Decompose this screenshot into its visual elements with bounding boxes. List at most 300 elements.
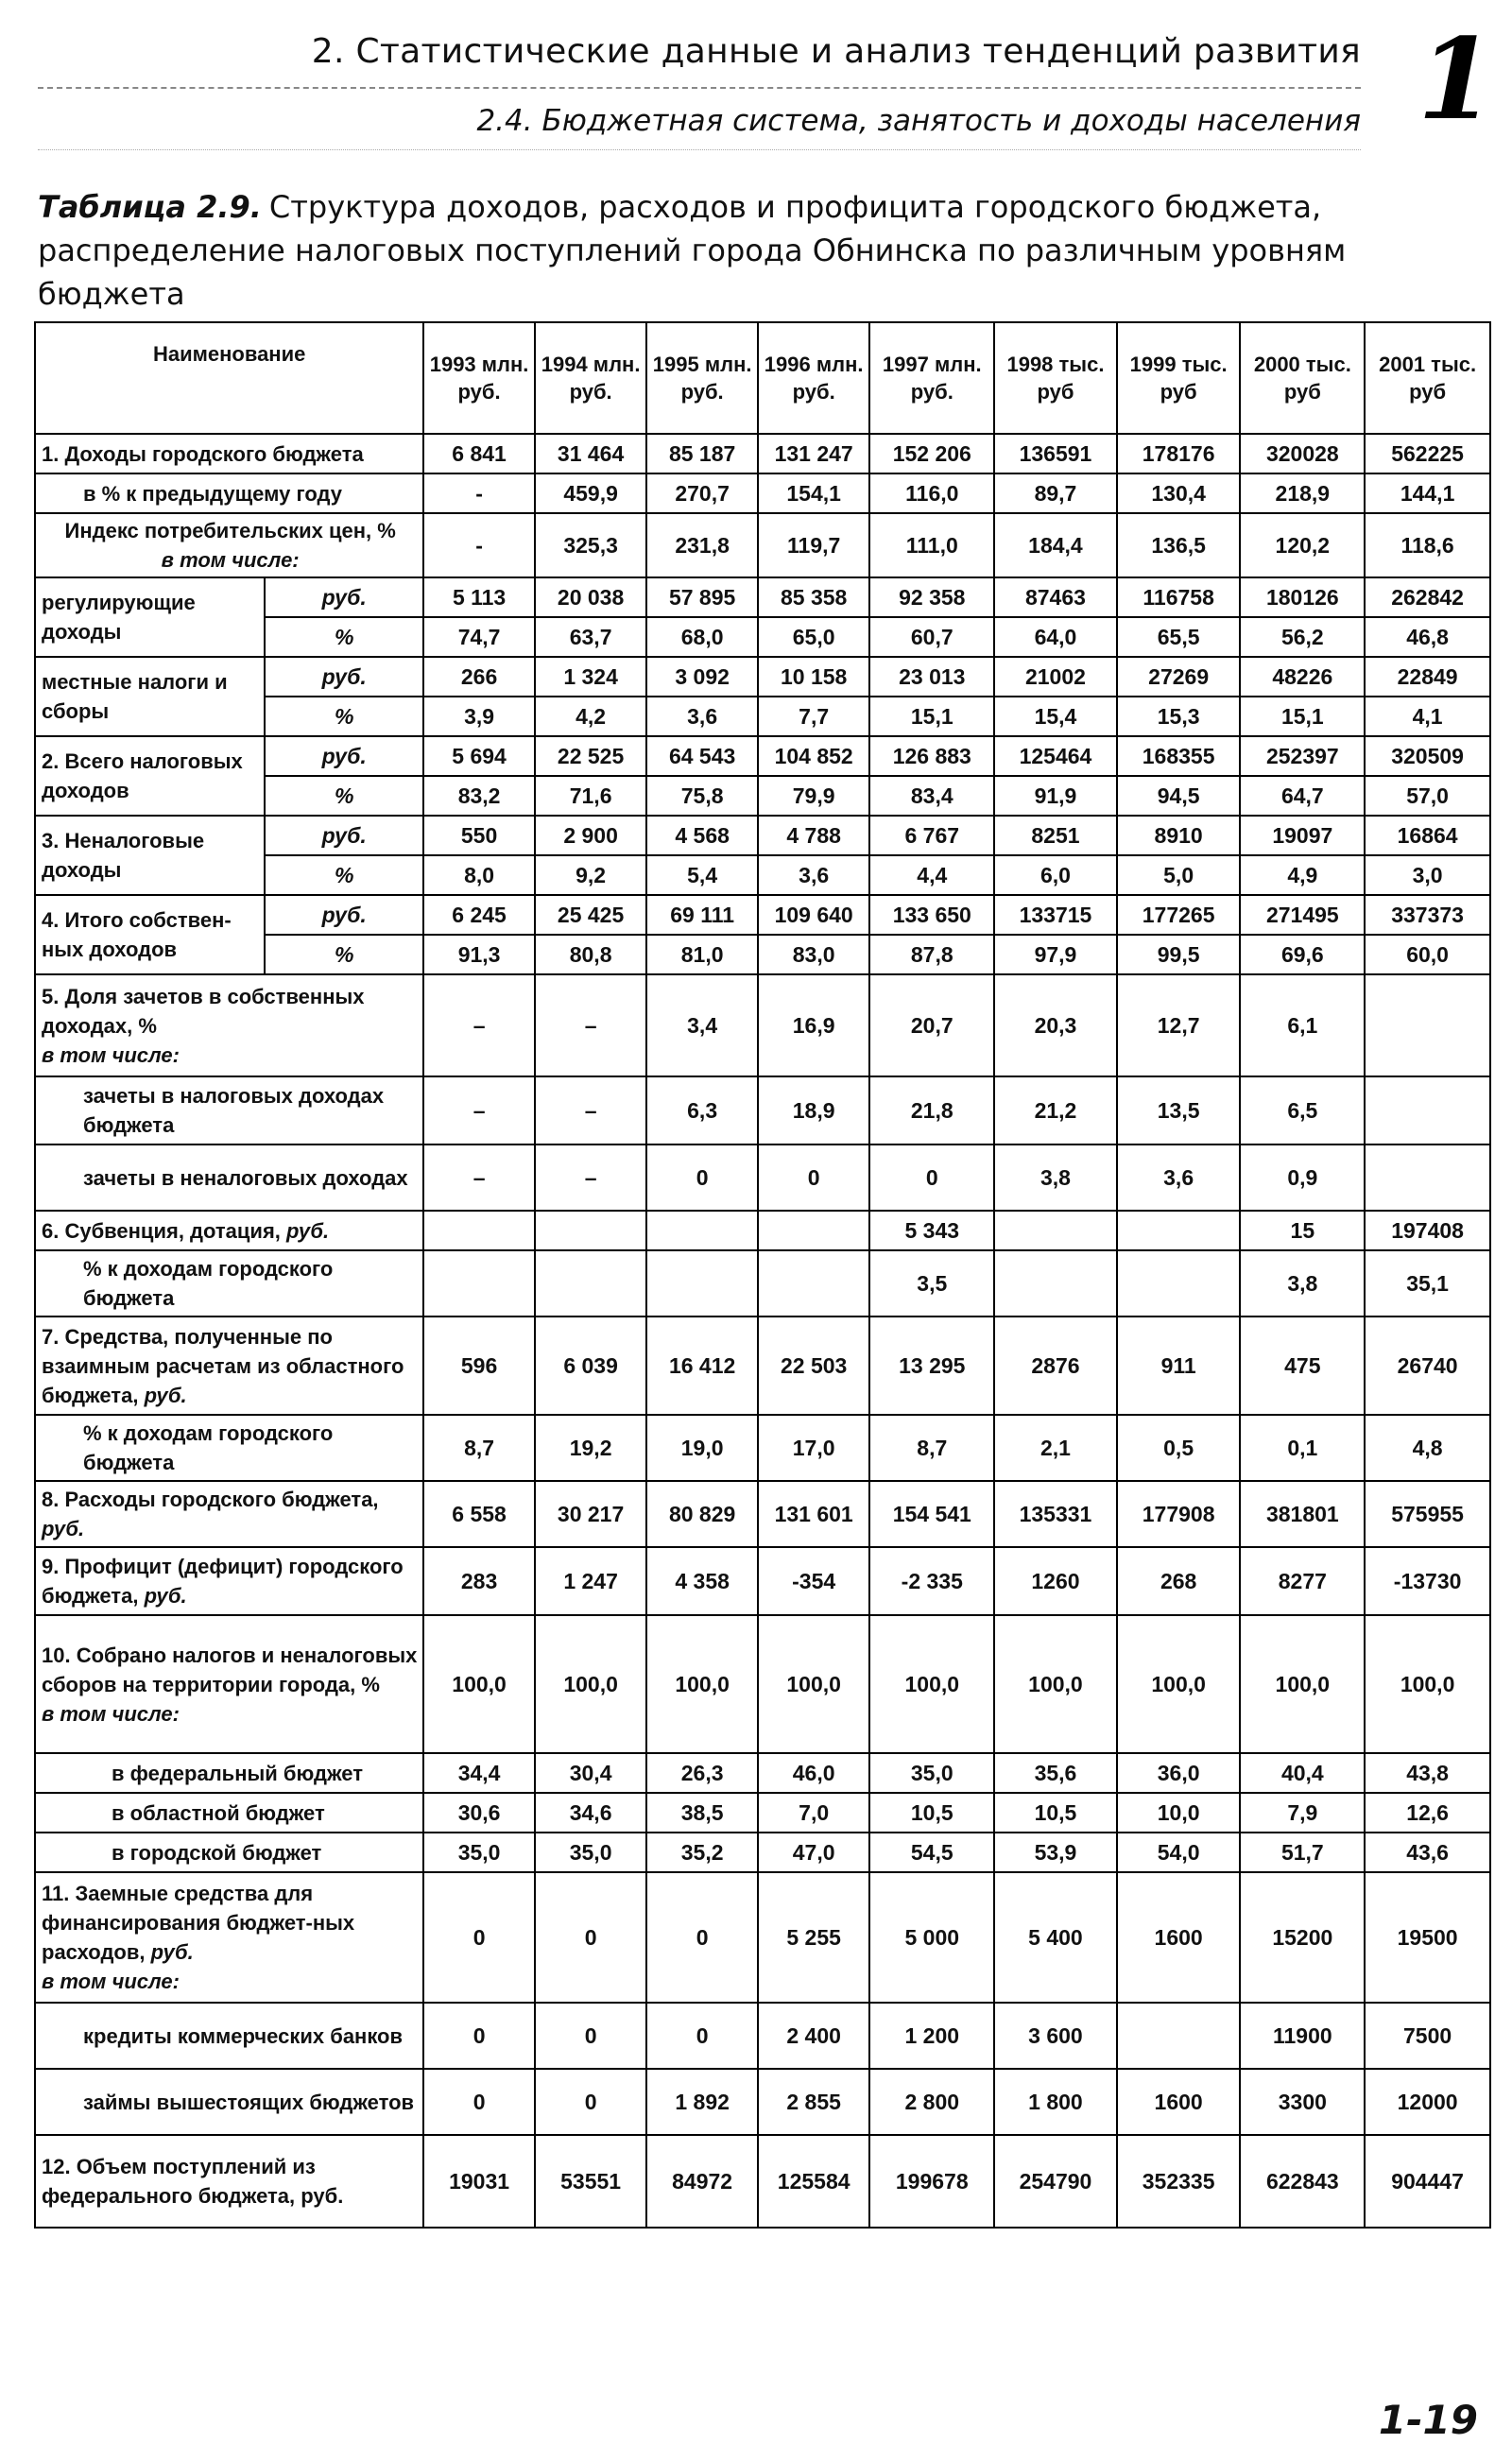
table-cell xyxy=(646,1211,758,1250)
table-row xyxy=(35,974,1490,1076)
table-cell: 3,8 xyxy=(1240,1250,1365,1317)
table-cell: 100,0 xyxy=(1240,1615,1365,1753)
table-cell: 0 xyxy=(646,2003,758,2069)
table-cell: 35,6 xyxy=(994,1753,1117,1793)
table-cell: 36,0 xyxy=(1117,1753,1241,1793)
unit-cell: руб. xyxy=(265,577,423,617)
row-label xyxy=(35,736,265,816)
table-cell: 5 343 xyxy=(869,1211,994,1250)
table-row xyxy=(35,1211,1490,1250)
table-cell: 69,6 xyxy=(1240,935,1365,974)
table-cell: 91,3 xyxy=(423,935,535,974)
table-cell: 3,4 xyxy=(646,974,758,1076)
table-cell xyxy=(1117,1250,1241,1317)
table-cell: 1 324 xyxy=(535,657,647,697)
table-cell: 21002 xyxy=(994,657,1117,697)
table-cell: 7,0 xyxy=(758,1793,870,1833)
year-header: 2000 тыс. руб xyxy=(1240,322,1365,434)
table-cell: 17,0 xyxy=(758,1415,870,1481)
table-cell: 270,7 xyxy=(646,473,758,513)
table-cell: 111,0 xyxy=(869,513,994,577)
table-cell: 18,9 xyxy=(758,1076,870,1144)
year-header: 2001 тыс. руб xyxy=(1365,322,1490,434)
table-cell: 0,5 xyxy=(1117,1415,1241,1481)
table-cell: 31 464 xyxy=(535,434,647,473)
table-row xyxy=(35,1250,1490,1317)
table-cell: 3,9 xyxy=(423,697,535,736)
row-label-text: 6. Субвенция, дотация, xyxy=(42,1218,281,1243)
table-cell: 6,5 xyxy=(1240,1076,1365,1144)
header-divider-lower xyxy=(38,149,1361,150)
unit-cell: % xyxy=(265,935,423,974)
row-label-text: в федеральный бюджет xyxy=(112,1761,363,1785)
table-cell: 26740 xyxy=(1365,1317,1490,1415)
caption-label: Таблица 2.9. xyxy=(38,189,262,225)
unit-inline: руб. xyxy=(42,1517,85,1540)
table-cell: 15,3 xyxy=(1117,697,1241,736)
table-cell: 15,1 xyxy=(1240,697,1365,736)
table-cell: 91,9 xyxy=(994,776,1117,816)
table-cell: 5 694 xyxy=(423,736,535,776)
row-note: в том числе: xyxy=(161,548,300,572)
table-cell: 23 013 xyxy=(869,657,994,697)
table-cell: -354 xyxy=(758,1547,870,1615)
table-cell: 47,0 xyxy=(758,1833,870,1872)
table-cell: 43,6 xyxy=(1365,1833,1490,1872)
table-cell: 119,7 xyxy=(758,513,870,577)
table-cell: 35,2 xyxy=(646,1833,758,1872)
table-cell: 0 xyxy=(423,1872,535,2003)
table-cell: -2 335 xyxy=(869,1547,994,1615)
table-cell: 4 568 xyxy=(646,816,758,855)
row-label-text: Индекс потребительских цен, % xyxy=(64,519,396,542)
row-label xyxy=(35,2069,423,2135)
table-cell: 54,5 xyxy=(869,1833,994,1872)
row-label-text: 4. Итого собствен-ных доходов xyxy=(42,908,232,961)
table-cell: 16 412 xyxy=(646,1317,758,1415)
row-label xyxy=(35,1547,423,1615)
table-cell: 79,9 xyxy=(758,776,870,816)
table-cell: 56,2 xyxy=(1240,617,1365,657)
table-cell: – xyxy=(535,974,647,1076)
table-cell: 268 xyxy=(1117,1547,1241,1615)
table-cell: 48226 xyxy=(1240,657,1365,697)
table-cell: 84972 xyxy=(646,2135,758,2228)
table-cell: 0 xyxy=(535,1872,647,2003)
table-cell: 136591 xyxy=(994,434,1117,473)
table-cell: 63,7 xyxy=(535,617,647,657)
table-cell: 3,8 xyxy=(994,1144,1117,1211)
table-cell: 5 255 xyxy=(758,1872,870,2003)
row-label xyxy=(35,974,423,1076)
table-row xyxy=(35,473,1490,513)
table-cell: 100,0 xyxy=(1365,1615,1490,1753)
year-header: 1996 млн. руб. xyxy=(758,322,870,434)
table-cell: 131 601 xyxy=(758,1481,870,1547)
table-cell: 320509 xyxy=(1365,736,1490,776)
table-cell xyxy=(994,1250,1117,1317)
row-label xyxy=(35,1615,423,1753)
table-cell: 5 000 xyxy=(869,1872,994,2003)
row-label-text: 7. Средства, полученные по взаимным расчетам из областного бюджета, xyxy=(42,1324,404,1407)
year-header: 1994 млн. руб. xyxy=(535,322,647,434)
table-cell: 83,2 xyxy=(423,776,535,816)
table-cell: 180126 xyxy=(1240,577,1365,617)
table-cell: 152 206 xyxy=(869,434,994,473)
table-cell: 6 558 xyxy=(423,1481,535,1547)
table-row xyxy=(35,1833,1490,1872)
table-cell: 8,7 xyxy=(423,1415,535,1481)
table-cell: 1600 xyxy=(1117,1872,1241,2003)
table-cell: 254790 xyxy=(994,2135,1117,2228)
table-cell: 15,1 xyxy=(869,697,994,736)
table-cell: 178176 xyxy=(1117,434,1241,473)
row-label xyxy=(35,1317,423,1415)
row-label xyxy=(35,657,265,736)
row-label xyxy=(35,895,265,974)
unit-cell: руб. xyxy=(265,816,423,855)
table-cell: 92 358 xyxy=(869,577,994,617)
table-cell: 74,7 xyxy=(423,617,535,657)
table-cell: - xyxy=(423,473,535,513)
table-cell: 65,0 xyxy=(758,617,870,657)
table-cell: 231,8 xyxy=(646,513,758,577)
table-cell: 2876 xyxy=(994,1317,1117,1415)
table-cell: 19,2 xyxy=(535,1415,647,1481)
table-cell xyxy=(423,1250,535,1317)
table-cell: 218,9 xyxy=(1240,473,1365,513)
table-cell: 60,0 xyxy=(1365,935,1490,974)
table-cell: 30,6 xyxy=(423,1793,535,1833)
table-cell: 85 358 xyxy=(758,577,870,617)
row-label-text: % к доходам городского бюджета xyxy=(83,1421,334,1474)
table-cell: 53551 xyxy=(535,2135,647,2228)
table-cell: 71,6 xyxy=(535,776,647,816)
row-label-text: местные налоги и сборы xyxy=(42,670,228,723)
table-cell: 3 600 xyxy=(994,2003,1117,2069)
table-cell: 459,9 xyxy=(535,473,647,513)
row-label-text: займы вышестоящих бюджетов xyxy=(83,2090,415,2114)
table-cell: 125584 xyxy=(758,2135,870,2228)
table-cell: 381801 xyxy=(1240,1481,1365,1547)
table-cell: – xyxy=(423,1076,535,1144)
row-label-text: 9. Профицит (дефицит) городского бюджета, xyxy=(42,1555,404,1608)
table-cell: 99,5 xyxy=(1117,935,1241,974)
year-header: 1998 тыс. руб xyxy=(994,322,1117,434)
table-cell: 0 xyxy=(646,1144,758,1211)
table-cell: 69 111 xyxy=(646,895,758,935)
year-header: 1993 млн. руб. xyxy=(423,322,535,434)
unit-cell: % xyxy=(265,776,423,816)
table-cell xyxy=(423,1211,535,1250)
row-label-text: кредиты коммерческих банков xyxy=(83,2023,404,2048)
table-cell: 197408 xyxy=(1365,1211,1490,1250)
table-cell: 13,5 xyxy=(1117,1076,1241,1144)
row-label-text: 5. Доля зачетов в собственных доходах, % xyxy=(42,984,365,1038)
table-cell: 4,9 xyxy=(1240,855,1365,895)
row-label xyxy=(35,1793,423,1833)
table-cell: - xyxy=(423,513,535,577)
table-cell: 11900 xyxy=(1240,2003,1365,2069)
table-cell: 2 900 xyxy=(535,816,647,855)
unit-cell: % xyxy=(265,617,423,657)
table-cell: 64,7 xyxy=(1240,776,1365,816)
table-cell: 35,0 xyxy=(423,1833,535,1872)
table-cell xyxy=(758,1250,870,1317)
table-cell: 10,5 xyxy=(994,1793,1117,1833)
table-cell: 5,4 xyxy=(646,855,758,895)
table-cell: 168355 xyxy=(1117,736,1241,776)
table-cell: 68,0 xyxy=(646,617,758,657)
table-cell: 0,1 xyxy=(1240,1415,1365,1481)
table-cell xyxy=(1365,974,1490,1076)
table-cell: 352335 xyxy=(1117,2135,1241,2228)
table-cell: 120,2 xyxy=(1240,513,1365,577)
table-cell: 199678 xyxy=(869,2135,994,2228)
table-row xyxy=(35,736,1490,776)
table-cell: -13730 xyxy=(1365,1547,1490,1615)
table-cell: 3,6 xyxy=(758,855,870,895)
table-cell: 4,2 xyxy=(535,697,647,736)
table-cell: 0 xyxy=(535,2069,647,2135)
table-cell: 100,0 xyxy=(423,1615,535,1753)
table-cell: 51,7 xyxy=(1240,1833,1365,1872)
table-cell: 20 038 xyxy=(535,577,647,617)
page-number: 1-19 xyxy=(1378,2397,1478,2443)
table-cell xyxy=(1365,1144,1490,1211)
table-cell: 133715 xyxy=(994,895,1117,935)
table-cell: 0 xyxy=(423,2003,535,2069)
table-cell: 46,0 xyxy=(758,1753,870,1793)
table-cell: 43,8 xyxy=(1365,1753,1490,1793)
table-caption xyxy=(38,185,1474,316)
table-cell: 266 xyxy=(423,657,535,697)
table-cell: 27269 xyxy=(1117,657,1241,697)
table-cell: 53,9 xyxy=(994,1833,1117,1872)
table-cell: 46,8 xyxy=(1365,617,1490,657)
table-cell: 22 503 xyxy=(758,1317,870,1415)
row-label-text: 3. Неналоговые доходы xyxy=(42,829,205,882)
table-cell: 3 092 xyxy=(646,657,758,697)
table-cell: 1 247 xyxy=(535,1547,647,1615)
table-cell: 12,7 xyxy=(1117,974,1241,1076)
header-divider xyxy=(38,87,1361,89)
table-cell: 25 425 xyxy=(535,895,647,935)
row-label xyxy=(35,1076,423,1144)
table-cell: 34,6 xyxy=(535,1793,647,1833)
table-row xyxy=(35,816,1490,855)
table-cell: 6,3 xyxy=(646,1076,758,1144)
table-cell: 0 xyxy=(423,2069,535,2135)
row-label xyxy=(35,1872,423,2003)
table-cell: 54,0 xyxy=(1117,1833,1241,1872)
table-cell: 64,0 xyxy=(994,617,1117,657)
table-cell: 320028 xyxy=(1240,434,1365,473)
row-label-text: 11. Заемные средства для финансирования бюджет-ных расходов, xyxy=(42,1882,355,1964)
table-row xyxy=(35,1615,1490,1753)
table-cell: 4,1 xyxy=(1365,697,1490,736)
row-label xyxy=(35,513,423,577)
table-cell: 5 113 xyxy=(423,577,535,617)
row-label xyxy=(35,1415,423,1481)
table-cell: 35,0 xyxy=(869,1753,994,1793)
table-cell: 116,0 xyxy=(869,473,994,513)
table-row xyxy=(35,1317,1490,1415)
unit-cell: % xyxy=(265,697,423,736)
table-cell: 100,0 xyxy=(869,1615,994,1753)
table-cell: 26,3 xyxy=(646,1753,758,1793)
row-label-text: 2. Всего налоговых доходов xyxy=(42,749,243,802)
table-cell: 21,8 xyxy=(869,1076,994,1144)
table-cell: 100,0 xyxy=(758,1615,870,1753)
table-row xyxy=(35,2003,1490,2069)
table-row xyxy=(35,1144,1490,1211)
year-header: 1995 млн. руб. xyxy=(646,322,758,434)
table-cell xyxy=(535,1211,647,1250)
table-cell: 87,8 xyxy=(869,935,994,974)
table-cell xyxy=(994,1211,1117,1250)
table-cell: 126 883 xyxy=(869,736,994,776)
table-cell xyxy=(646,1250,758,1317)
table-cell: 100,0 xyxy=(535,1615,647,1753)
table-cell: 8277 xyxy=(1240,1547,1365,1615)
table-cell: 83,0 xyxy=(758,935,870,974)
row-label xyxy=(35,434,423,473)
table-cell: 8251 xyxy=(994,816,1117,855)
table-row xyxy=(35,434,1490,473)
table-cell: 154 541 xyxy=(869,1481,994,1547)
table-cell: 16864 xyxy=(1365,816,1490,855)
row-label-text: зачеты в налоговых доходах бюджета xyxy=(83,1084,385,1137)
table-row xyxy=(35,1753,1490,1793)
row-label-text: в городской бюджет xyxy=(112,1840,322,1865)
year-header: 1997 млн. руб. xyxy=(869,322,994,434)
table-row xyxy=(35,1547,1490,1615)
table-cell: 80 829 xyxy=(646,1481,758,1547)
row-note: в том числе: xyxy=(42,1042,180,1067)
table-cell: 337373 xyxy=(1365,895,1490,935)
table-cell: – xyxy=(423,974,535,1076)
row-label xyxy=(35,577,265,657)
table-cell: 596 xyxy=(423,1317,535,1415)
table-cell: 3,5 xyxy=(869,1250,994,1317)
table-cell: 6 245 xyxy=(423,895,535,935)
chapter-title: 2. Статистические данные и анализ тенденций развития xyxy=(311,32,1361,71)
table-cell: 3,6 xyxy=(646,697,758,736)
table-row xyxy=(35,1793,1490,1833)
table-row xyxy=(35,577,1490,617)
table-cell: 0 xyxy=(758,1144,870,1211)
table-cell: 325,3 xyxy=(535,513,647,577)
table-cell: 104 852 xyxy=(758,736,870,776)
table-cell: 550 xyxy=(423,816,535,855)
table-cell: 19500 xyxy=(1365,1872,1490,2003)
table-cell: 7,7 xyxy=(758,697,870,736)
table-cell: 3,6 xyxy=(1117,1144,1241,1211)
table-cell: 562225 xyxy=(1365,434,1490,473)
table-cell: 3300 xyxy=(1240,2069,1365,2135)
table-cell: 13 295 xyxy=(869,1317,994,1415)
table-cell: 2,1 xyxy=(994,1415,1117,1481)
table-cell: 130,4 xyxy=(1117,473,1241,513)
table-cell: 6 841 xyxy=(423,434,535,473)
table-cell: 57,0 xyxy=(1365,776,1490,816)
table-row xyxy=(35,2069,1490,2135)
table-cell: 184,4 xyxy=(994,513,1117,577)
table-cell: 19031 xyxy=(423,2135,535,2228)
table-cell: 271495 xyxy=(1240,895,1365,935)
row-label xyxy=(35,1144,423,1211)
table-cell: 100,0 xyxy=(646,1615,758,1753)
table-cell: 177265 xyxy=(1117,895,1241,935)
table-cell: 283 xyxy=(423,1547,535,1615)
table-cell xyxy=(1117,2003,1241,2069)
table-row xyxy=(35,1872,1490,2003)
row-note: в том числе: xyxy=(42,1970,180,1993)
table-cell: 133 650 xyxy=(869,895,994,935)
unit-inline: руб. xyxy=(150,1940,194,1964)
unit-cell: руб. xyxy=(265,657,423,697)
row-label xyxy=(35,816,265,895)
header-row xyxy=(35,322,1490,434)
table-cell xyxy=(1117,1211,1241,1250)
table-cell: 622843 xyxy=(1240,2135,1365,2228)
table-cell xyxy=(758,1211,870,1250)
table-cell: 97,9 xyxy=(994,935,1117,974)
table-row xyxy=(35,2135,1490,2228)
table-cell: 21,2 xyxy=(994,1076,1117,1144)
table-cell: 22849 xyxy=(1365,657,1490,697)
table-cell: 131 247 xyxy=(758,434,870,473)
table-cell: 4,4 xyxy=(869,855,994,895)
table-row xyxy=(35,895,1490,935)
table-cell: 154,1 xyxy=(758,473,870,513)
table-cell: – xyxy=(535,1144,647,1211)
table-cell: 35,0 xyxy=(535,1833,647,1872)
table-cell: 34,4 xyxy=(423,1753,535,1793)
table-cell: 8910 xyxy=(1117,816,1241,855)
row-label xyxy=(35,2135,423,2228)
table-cell: 10 158 xyxy=(758,657,870,697)
table-cell: 109 640 xyxy=(758,895,870,935)
table-cell: 7,9 xyxy=(1240,1793,1365,1833)
row-label-text: регулирующие доходы xyxy=(42,591,196,644)
table-cell: 6,0 xyxy=(994,855,1117,895)
table-cell: 80,8 xyxy=(535,935,647,974)
table-cell: 94,5 xyxy=(1117,776,1241,816)
table-cell: 4 788 xyxy=(758,816,870,855)
table-cell: 89,7 xyxy=(994,473,1117,513)
table-cell: 3,0 xyxy=(1365,855,1490,895)
table-cell: 8,7 xyxy=(869,1415,994,1481)
table-cell: 65,5 xyxy=(1117,617,1241,657)
budget-table xyxy=(34,321,1491,2229)
table-cell: 22 525 xyxy=(535,736,647,776)
table-cell: 904447 xyxy=(1365,2135,1490,2228)
table-cell: 6,1 xyxy=(1240,974,1365,1076)
row-label xyxy=(35,1211,423,1250)
table-cell: 136,5 xyxy=(1117,513,1241,577)
unit-inline: руб. xyxy=(286,1218,330,1243)
row-label xyxy=(35,1481,423,1547)
row-label-text: 1. Доходы городского бюджета xyxy=(42,441,364,466)
table-cell: 252397 xyxy=(1240,736,1365,776)
unit-inline: руб. xyxy=(144,1383,187,1407)
table-cell: 100,0 xyxy=(994,1615,1117,1753)
table-cell: 1260 xyxy=(994,1547,1117,1615)
table-cell: 85 187 xyxy=(646,434,758,473)
table-cell: 20,3 xyxy=(994,974,1117,1076)
